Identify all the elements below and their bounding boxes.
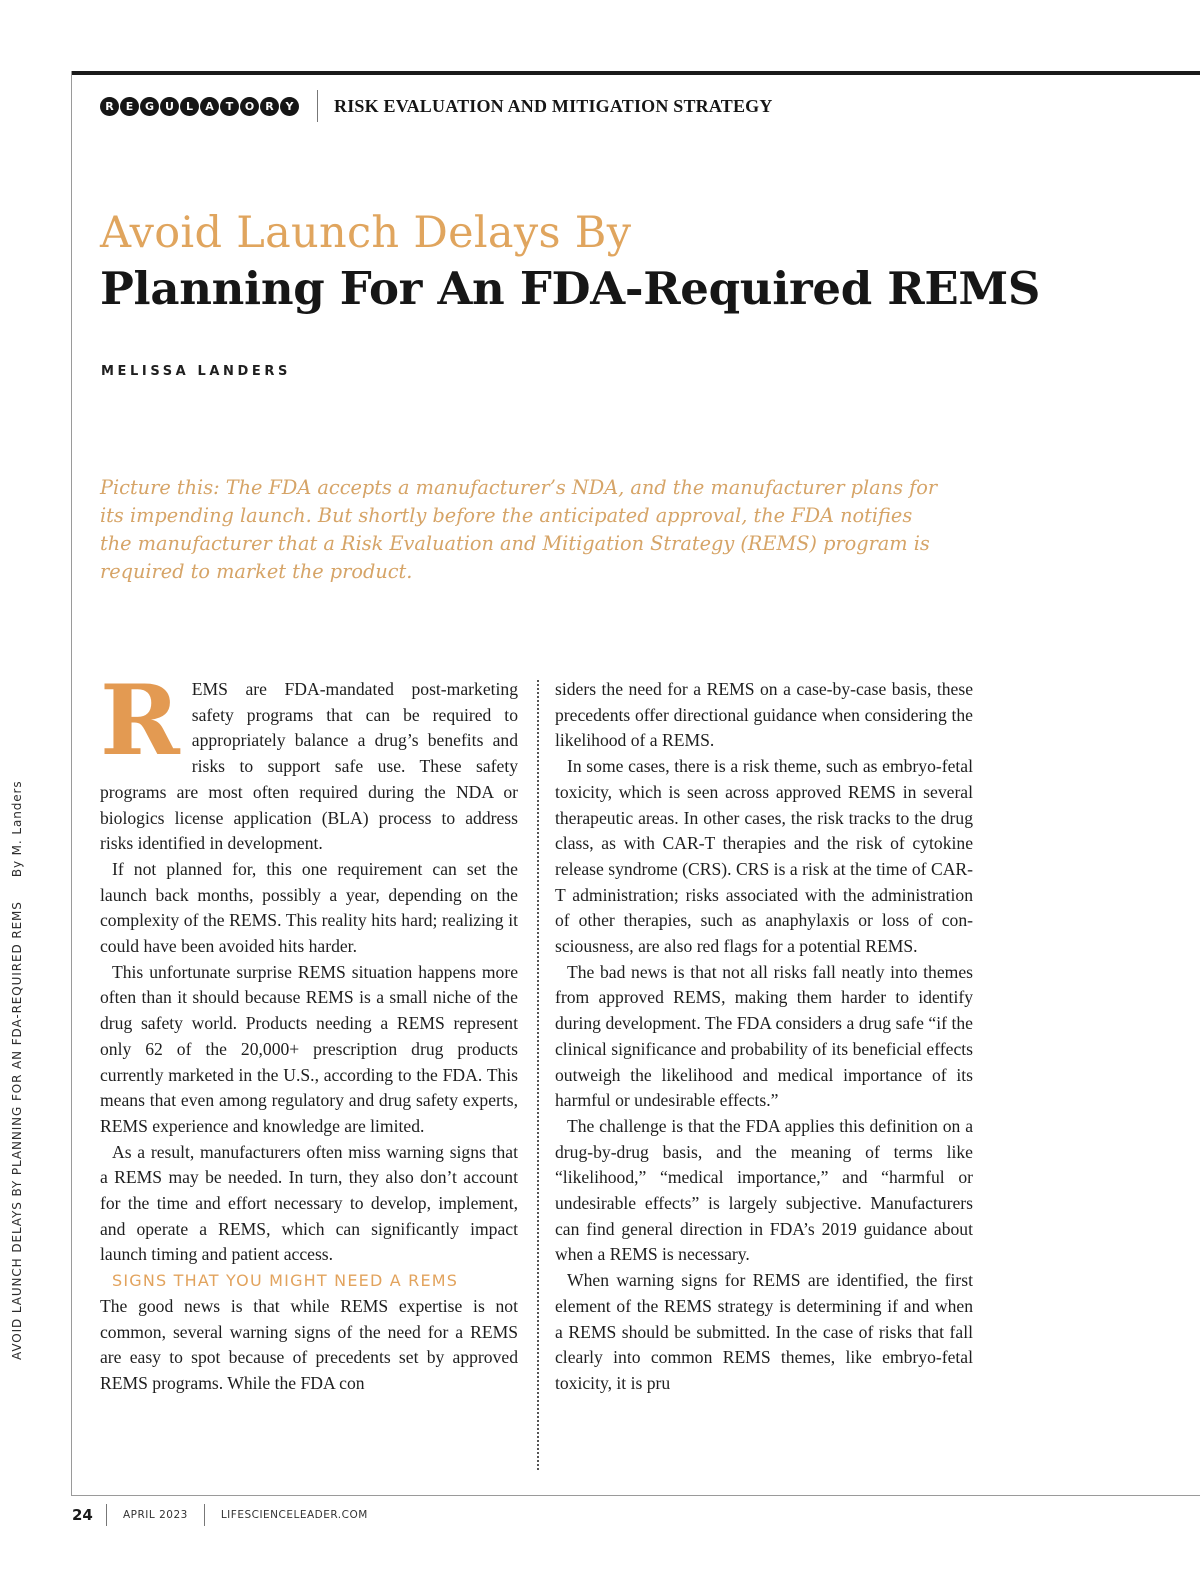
body-paragraph: The challenge is that the FDA applies this definition on a drug-by-drug basis, and the meaning of terms like “likelihood,” “medical importance,” and “harmful or undesirable effects” is largely subjective. Manufacturers can find general direction in FDA’s 2019 guidance about when a REMS is necessary. — [555, 1115, 973, 1265]
body-column-right — [555, 677, 973, 1397]
sidebar-title: AVOID LAUNCH DELAYS BY PLANNING FOR AN FDA-REQUIRED REMS — [10, 901, 24, 1360]
footer-divider — [204, 1504, 205, 1526]
author-name: MELISSA LANDERS — [101, 364, 291, 379]
headline-line-2: Planning For An FDA-Required REMS — [100, 262, 1041, 315]
body-paragraph: When warning signs for REMS are identified, the first element of the REMS strategy is determining if and when a REMS should be submitted. In the case of risks that fall clearly into common REMS themes, like embryo-fetal toxicity, it is pru — [555, 1270, 973, 1393]
body-paragraph-text: EMS are FDA-mandated post-marketing safety programs that can be required to appropriately balance a drug’s benefits and risks to support safe use. These safety programs are most often required during the NDA or biologics license application (BLA) process to address risks identified in development. — [100, 679, 518, 854]
section-badge-letter: Y — [280, 97, 299, 116]
section-header — [100, 91, 773, 121]
section-badge — [100, 97, 299, 116]
body-paragraph: siders the need for a REMS on a case-by-case basis, these precedents offer directional guidance when considering the likelihood of a REMS. — [555, 679, 973, 751]
drop-cap: R — [100, 664, 180, 777]
body-paragraph: If not planned for, this one requirement can set the launch back months, possibly a year, depending on the complexity of the REMS. This reality hits hard; realizing it could have been avoided hits harder. — [100, 858, 518, 957]
section-badge-letter: U — [160, 97, 179, 116]
headline-line-1: Avoid Launch Delays By — [100, 208, 632, 258]
body-paragraph — [100, 664, 518, 857]
issue-date: APRIL 2023 — [123, 1509, 188, 1521]
footer-divider — [106, 1504, 107, 1526]
page-footer — [72, 1500, 368, 1530]
section-badge-letter: T — [220, 97, 239, 116]
body-column-left — [100, 664, 518, 1397]
left-margin-rule — [71, 71, 72, 1496]
section-badge-letter: O — [240, 97, 259, 116]
section-badge-letter: R — [100, 97, 119, 116]
section-badge-letter: R — [260, 97, 279, 116]
section-badge-letter: E — [120, 97, 139, 116]
lede-paragraph: Picture this: The FDA accepts a manufacturer’s NDA, and the manufacturer plans for its impending launch. But shortly before the anticipated approval, the FDA notifies the manufacturer that a Risk Evaluation and Mitigation Strategy (REMS) program is required to market the product. — [100, 476, 938, 583]
body-paragraph: The bad news is that not all risks fall neatly into themes from approved REMS, making them harder to identify during development. The FDA considers a drug safe “if the clinical significance and probability of its beneficial effects outweigh the likelihood and medical importance of its harmful or undesirable effects.” — [555, 961, 973, 1111]
header-divider — [317, 90, 318, 122]
body-paragraph: This unfortunate surprise REMS situation happens more often than it should because REMS is a small niche of the drug safety world. Products needing a REMS represent only 62 of the 20,000+ prescription drug products currently marketed in the U.S., according to the FDA. This means that even among regulatory and drug safety experts, REMS experience and knowledge are limited. — [100, 961, 518, 1136]
footer-rule — [71, 1495, 1200, 1496]
body-paragraph: In some cases, there is a risk theme, such as embryo-fetal toxicity, which is seen across approved REMS in several therapeutic areas. In other cases, the risk tracks to the drug class, as with CAR-T therapies and the risk of cytokine release syndrome (CRS). CRS is a risk at the time of CAR-T administration; risks associated with the administration of other therapies, such as anaphylaxis or loss of consciousness, are also red flags for a potential REMS. — [555, 756, 973, 957]
top-rule — [72, 71, 1200, 75]
sidebar-byline: By M. Landers — [10, 780, 24, 878]
sidebar-running-head — [8, 780, 26, 1360]
body-paragraph: As a result, manufacturers often miss warning signs that a REMS may be needed. In turn, they also don’t account for the time and effort necessary to develop, implement, and operate a REMS, which can significantly impact launch timing and patient access. — [100, 1141, 518, 1265]
column-divider — [537, 680, 539, 1470]
page-number: 24 — [72, 1506, 93, 1524]
section-title: RISK EVALUATION AND MITIGATION STRATEGY — [334, 95, 773, 116]
section-badge-letter: L — [180, 97, 199, 116]
section-badge-letter: A — [200, 97, 219, 116]
website-link[interactable]: LIFESCIENCELEADER.COM — [220, 1509, 368, 1521]
body-paragraph: The good news is that while REMS expertise is not common, several warning signs of the need for a REMS are easy to spot because of precedents set by approved REMS programs. While the FDA con — [100, 1295, 518, 1393]
section-subhead: SIGNS THAT YOU MIGHT NEED A REMS — [112, 1271, 459, 1291]
section-badge-letter: G — [140, 97, 159, 116]
